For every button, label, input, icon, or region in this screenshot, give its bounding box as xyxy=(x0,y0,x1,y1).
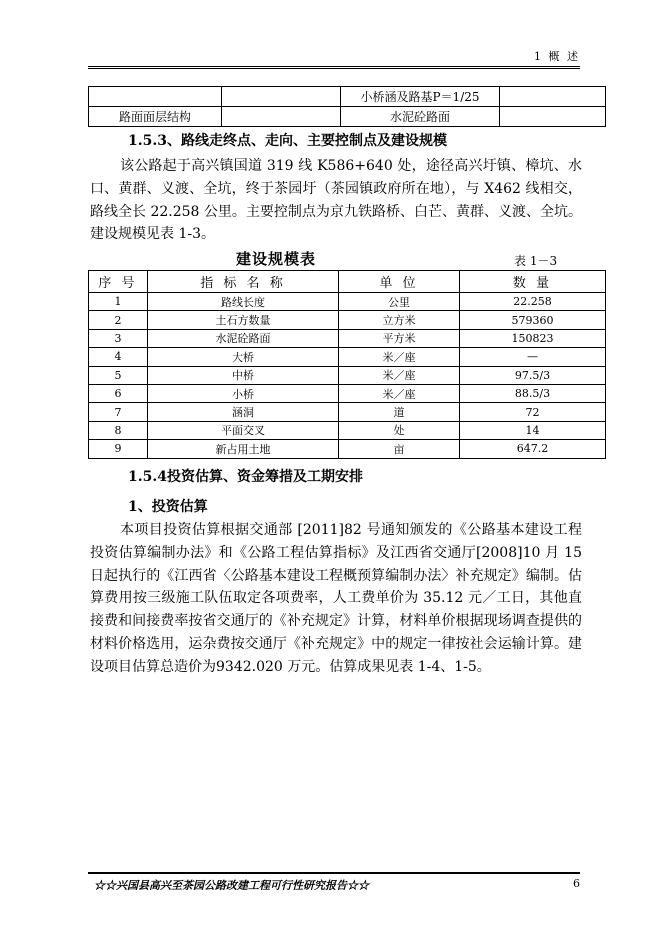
table-row xyxy=(89,440,606,458)
table-cell: 水泥砼路面 xyxy=(341,107,500,127)
column-header: 单 位 xyxy=(339,271,460,293)
table-cell: 米／座 xyxy=(339,348,460,366)
table-row xyxy=(89,384,606,402)
table-cell: 2 xyxy=(89,311,148,329)
subsection-heading-investment: 1、投资估算 xyxy=(128,499,208,515)
table-cell: 5 xyxy=(89,366,148,384)
table-row xyxy=(89,329,606,347)
table-cell: 处 xyxy=(339,421,460,439)
footer-rule xyxy=(88,872,580,874)
table-cell xyxy=(222,107,341,127)
column-header: 指 标 名 称 xyxy=(148,271,339,293)
table-cell: 9 xyxy=(89,440,148,458)
table-number: 表 1－3 xyxy=(514,254,558,268)
table-cell: 米／座 xyxy=(339,366,460,384)
table-row xyxy=(89,348,606,366)
construction-scale-table xyxy=(88,270,606,459)
table-cell: 立方米 xyxy=(339,311,460,329)
table-cell: 土石方数量 xyxy=(148,311,339,329)
table-cell: 88.5/3 xyxy=(460,384,606,402)
table-cell: 1 xyxy=(89,293,148,311)
table-cell: 14 xyxy=(460,421,606,439)
header-rule-thin xyxy=(88,68,580,69)
table-cell: 97.5/3 xyxy=(460,366,606,384)
table-row xyxy=(89,311,606,329)
table-cell xyxy=(500,107,606,127)
continued-standards-table xyxy=(88,86,606,127)
table-cell: 道 xyxy=(339,403,460,421)
table-cell: 8 xyxy=(89,421,148,439)
table-cell: 22.258 xyxy=(460,293,606,311)
table-cell: 小桥 xyxy=(148,384,339,402)
header-rule xyxy=(88,66,580,67)
table-cell: 72 xyxy=(460,403,606,421)
table-cell xyxy=(500,87,606,107)
table-cell: 涵洞 xyxy=(148,403,339,421)
table-row xyxy=(89,421,606,439)
table-cell: 亩 xyxy=(339,440,460,458)
route-description-paragraph: 该公路起于高兴镇国道 319 线 K586+640 处，途径高兴圩镇、樟坑、水口、黄群、义渡、全坑，终于茶园圩（茶园镇政府所在地），与 X462 线相交，路线全长 22.258 公里。主要控制点为京九铁路桥、白芒、黄群、义渡、全坑。建设规模见表 1-3。 xyxy=(90,158,582,243)
table-row xyxy=(89,87,606,107)
table-cell: 小桥涵及路基P＝1/25 xyxy=(341,87,500,107)
table-cell xyxy=(222,87,341,107)
column-header: 数 量 xyxy=(460,271,606,293)
table-cell: 平面交叉 xyxy=(148,421,339,439)
table-row xyxy=(89,403,606,421)
table-cell: 3 xyxy=(89,329,148,347)
table-row xyxy=(89,293,606,311)
table-cell: 579360 xyxy=(460,311,606,329)
table-cell: 平方米 xyxy=(339,329,460,347)
table-cell xyxy=(89,87,222,107)
table-cell: 6 xyxy=(89,384,148,402)
investment-estimate-paragraph: 本项目投资估算根据交通部 [2011]82 号通知颁发的《公路基本建设工程投资估算编制办法》和《公路工程估算指标》及江西省交通厅[2008]10 月 15 日起执行的《江西省〈公路基本建设工程概预算编制办法〉补充规定》编制。估算费用按三级施工队伍取定各项费率，人工费单价为 35.12 元／工日，其他直接费和间接费率按省交通厅的《补充规定》计算，材料单价根据现场调查提供的材料价格选用，运杂费按交通厅《补充规定》中的规定一律按社会运输计算。建设项目估算总造价为9342.020 万元。估算成果见表 1-4、1-5。 xyxy=(90,522,582,675)
table-cell: 水泥砼路面 xyxy=(148,329,339,347)
table-cell: 米／座 xyxy=(339,384,460,402)
table-row xyxy=(89,107,606,127)
table-cell: 路面面层结构 xyxy=(89,107,222,127)
table-cell: 新占用土地 xyxy=(148,440,339,458)
chapter-header: 1 概 述 xyxy=(534,50,580,63)
table-cell: — xyxy=(460,348,606,366)
table-title: 建设规模表 xyxy=(236,250,317,268)
table-cell: 7 xyxy=(89,403,148,421)
section-heading-1-5-3: 1.5.3、路线走终点、走向、主要控制点及建设规模 xyxy=(128,133,447,149)
table-header-row xyxy=(89,271,606,293)
table-cell: 647.2 xyxy=(460,440,606,458)
page-number: 6 xyxy=(573,877,580,890)
table-row xyxy=(89,366,606,384)
table-cell: 150823 xyxy=(460,329,606,347)
table-cell: 4 xyxy=(89,348,148,366)
table-cell: 公里 xyxy=(339,293,460,311)
section-heading-1-5-4: 1.5.4投资估算、资金筹措及工期安排 xyxy=(128,469,363,485)
table-cell: 大桥 xyxy=(148,348,339,366)
table-cell: 路线长度 xyxy=(148,293,339,311)
footer-report-title: ☆☆兴国县高兴至茶园公路改建工程可行性研究报告☆☆ xyxy=(94,879,369,892)
column-header: 序 号 xyxy=(89,271,148,293)
table-cell: 中桥 xyxy=(148,366,339,384)
